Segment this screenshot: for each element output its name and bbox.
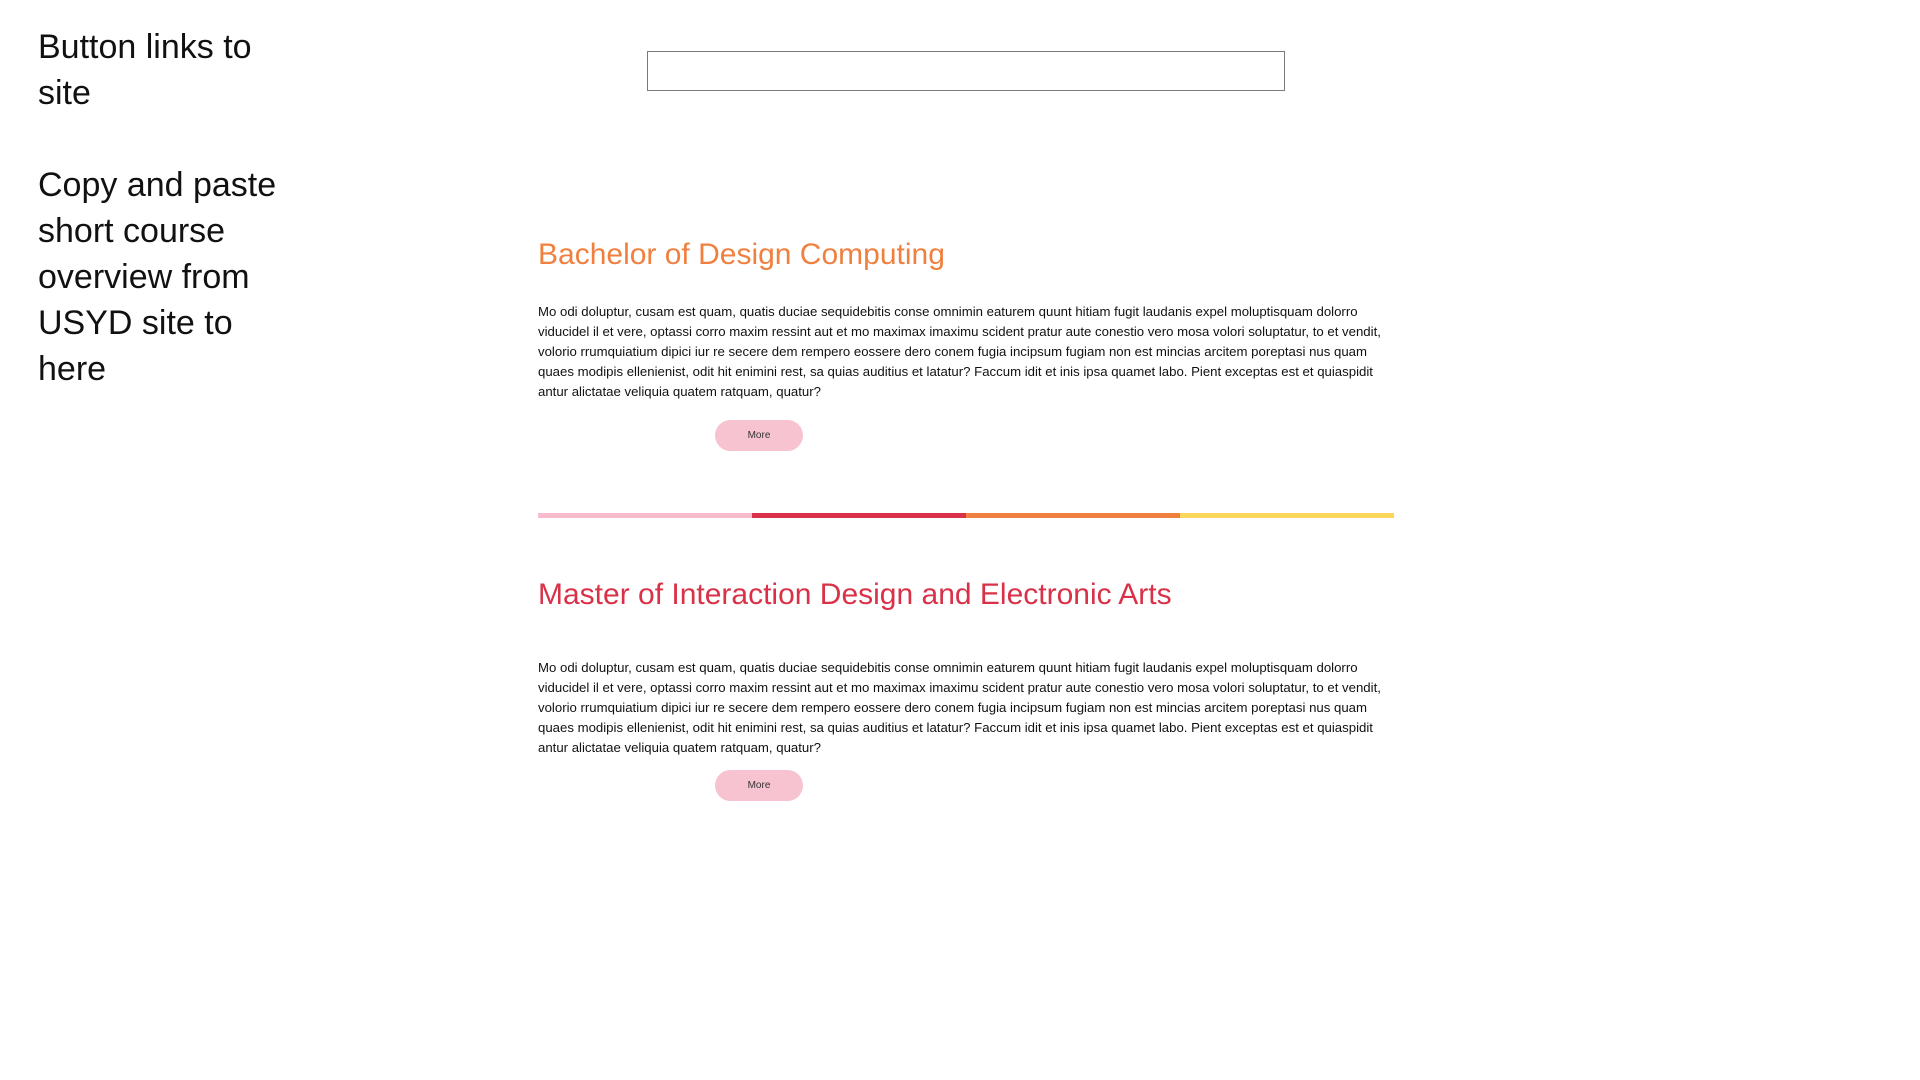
more-button[interactable]: More (715, 770, 803, 801)
divider-segment-red (752, 513, 966, 518)
annotation-notes (38, 24, 288, 438)
color-divider (538, 513, 1394, 518)
course-overview: Mo odi doluptur, cusam est quam, quatis duciae sequidebitis conse omnimin eaturem quunt hitiam fugit laudanis expel moluptisquam dolorro viducidel il et vere, optassi corro maxim ressint aut et mo maximax imaximu scident pratur aute conestio vero mosa volori soluptatur, to et vendit, volorio rrumquiatium dipici iur re secere dem rempero eossere dero conem fugia incipsum fugiam non est mincias arcitem poreptasi nus quam quaes modipis ellenienist, odit hit enimini rest, sa quias auditius et latatur? Faccum idit et inis ipsa quamet labo. Pient exceptas est et quiaspidit antur alictatae veliquia quatem ratquam, quatur? (538, 660, 1381, 755)
course-section-bdc (538, 235, 1394, 455)
note-button-links: Button links to site (38, 28, 252, 112)
note-copy-paste: Copy and paste short course overview from USYD site to here (38, 166, 277, 388)
course-title: Bachelor of Design Computing (538, 238, 945, 271)
divider-segment-pink (538, 513, 752, 518)
course-section-mide (538, 575, 1394, 805)
divider-segment-yellow (1180, 513, 1394, 518)
course-title: Master of Interaction Design and Electronic Arts (538, 578, 1172, 611)
divider-segment-orange (966, 513, 1180, 518)
course-overview: Mo odi doluptur, cusam est quam, quatis duciae sequidebitis conse omnimin eaturem quunt hitiam fugit laudanis expel moluptisquam dolorro viducidel il et vere, optassi corro maxim ressint aut et mo maximax imaximu scident pratur aute conestio vero mosa volori soluptatur, to et vendit, volorio rrumquiatium dipici iur re secere dem rempero eossere dero conem fugia incipsum fugiam non est mincias arcitem poreptasi nus quam quaes modipis ellenienist, odit hit enimini rest, sa quias auditius et latatur? Faccum idit et inis ipsa quamet labo. Pient exceptas est et quiaspidit antur alictatae veliquia quatem ratquam, quatur? (538, 304, 1381, 399)
search-input[interactable] (647, 51, 1285, 91)
more-button[interactable]: More (715, 420, 803, 451)
